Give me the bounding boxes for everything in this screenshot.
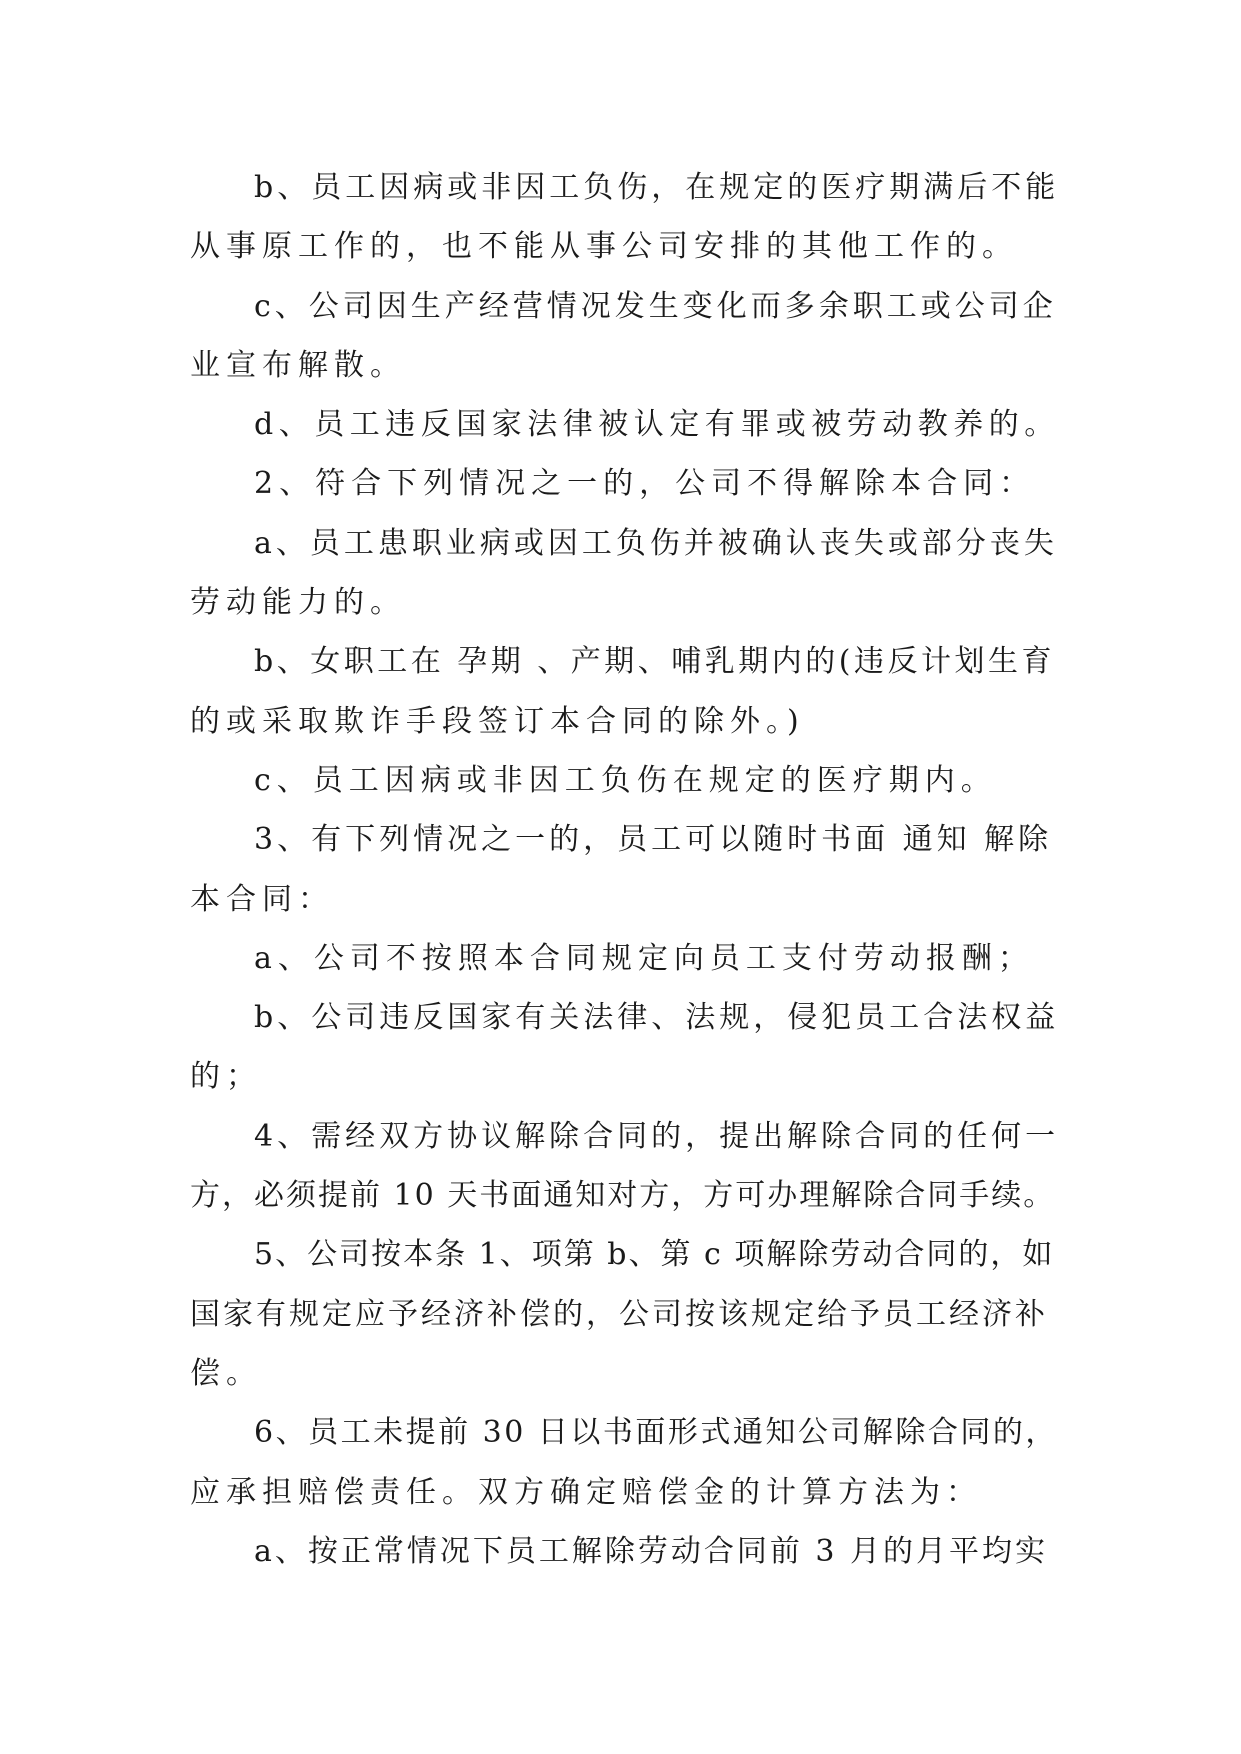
text-line: 2、符合下列情况之一的，公司不得解除本合同：: [254, 466, 1036, 502]
text-line: b、员工因病或非因工负伤，在规定的医疗期满后不能: [254, 170, 1060, 205]
text-line: 的；: [190, 1059, 262, 1095]
text-line: a、公司不按照本合同规定向员工支付劳动报酬；: [254, 940, 1034, 976]
text-line: 3、有下列情况之一的，员工可以随时书面 通知 解除: [254, 822, 1053, 858]
text-line: 5、公司按本条 1、项第 b、第 c 项解除劳动合同的，如: [254, 1237, 1055, 1273]
text-line: 劳动能力的。: [190, 585, 406, 621]
text-line: 应承担赔偿责任。双方确定赔偿金的计算方法为：: [190, 1474, 982, 1510]
text-line: a、按正常情况下员工解除劳动合同前 3 月的月平均实: [254, 1533, 1049, 1569]
text-line: 偿。: [190, 1355, 262, 1391]
text-line: 国家有规定应予经济补偿的，公司按该规定给予员工经济补: [190, 1296, 1048, 1332]
text-line: 4、需经双方协议解除合同的，提出解除合同的任何一: [254, 1118, 1060, 1154]
document-body: [190, 158, 1060, 1581]
text-line: 业宣布解散。: [190, 347, 406, 383]
text-line: 的或采取欺诈手段签订本合同的除外。): [190, 703, 805, 739]
text-line: c、员工因病或非因工负伤在规定的医疗期内。: [254, 762, 997, 798]
text-line: 从事原工作的，也不能从事公司安排的其他工作的。: [190, 229, 1018, 265]
text-line: b、女职工在 孕期 、产期、哺乳期内的(违反计划生育: [254, 644, 1055, 680]
text-line: a、员工患职业病或因工负伤并被确认丧失或部分丧失: [254, 525, 1058, 561]
text-line: d、员工违反国家法律被认定有罪或被劳动教养的。: [254, 407, 1060, 443]
text-line: 6、员工未提前 30 日以书面形式通知公司解除合同的，: [254, 1415, 1058, 1451]
text-line: 方，必须提前 10 天书面通知对方，方可办理解除合同手续。: [190, 1178, 1056, 1214]
text-line: c、公司因生产经营情况发生变化而多余职工或公司企: [254, 288, 1057, 324]
text-line: 本合同：: [190, 881, 334, 917]
text-line: b、公司违反国家有关法律、法规，侵犯员工合法权益: [254, 1000, 1060, 1036]
